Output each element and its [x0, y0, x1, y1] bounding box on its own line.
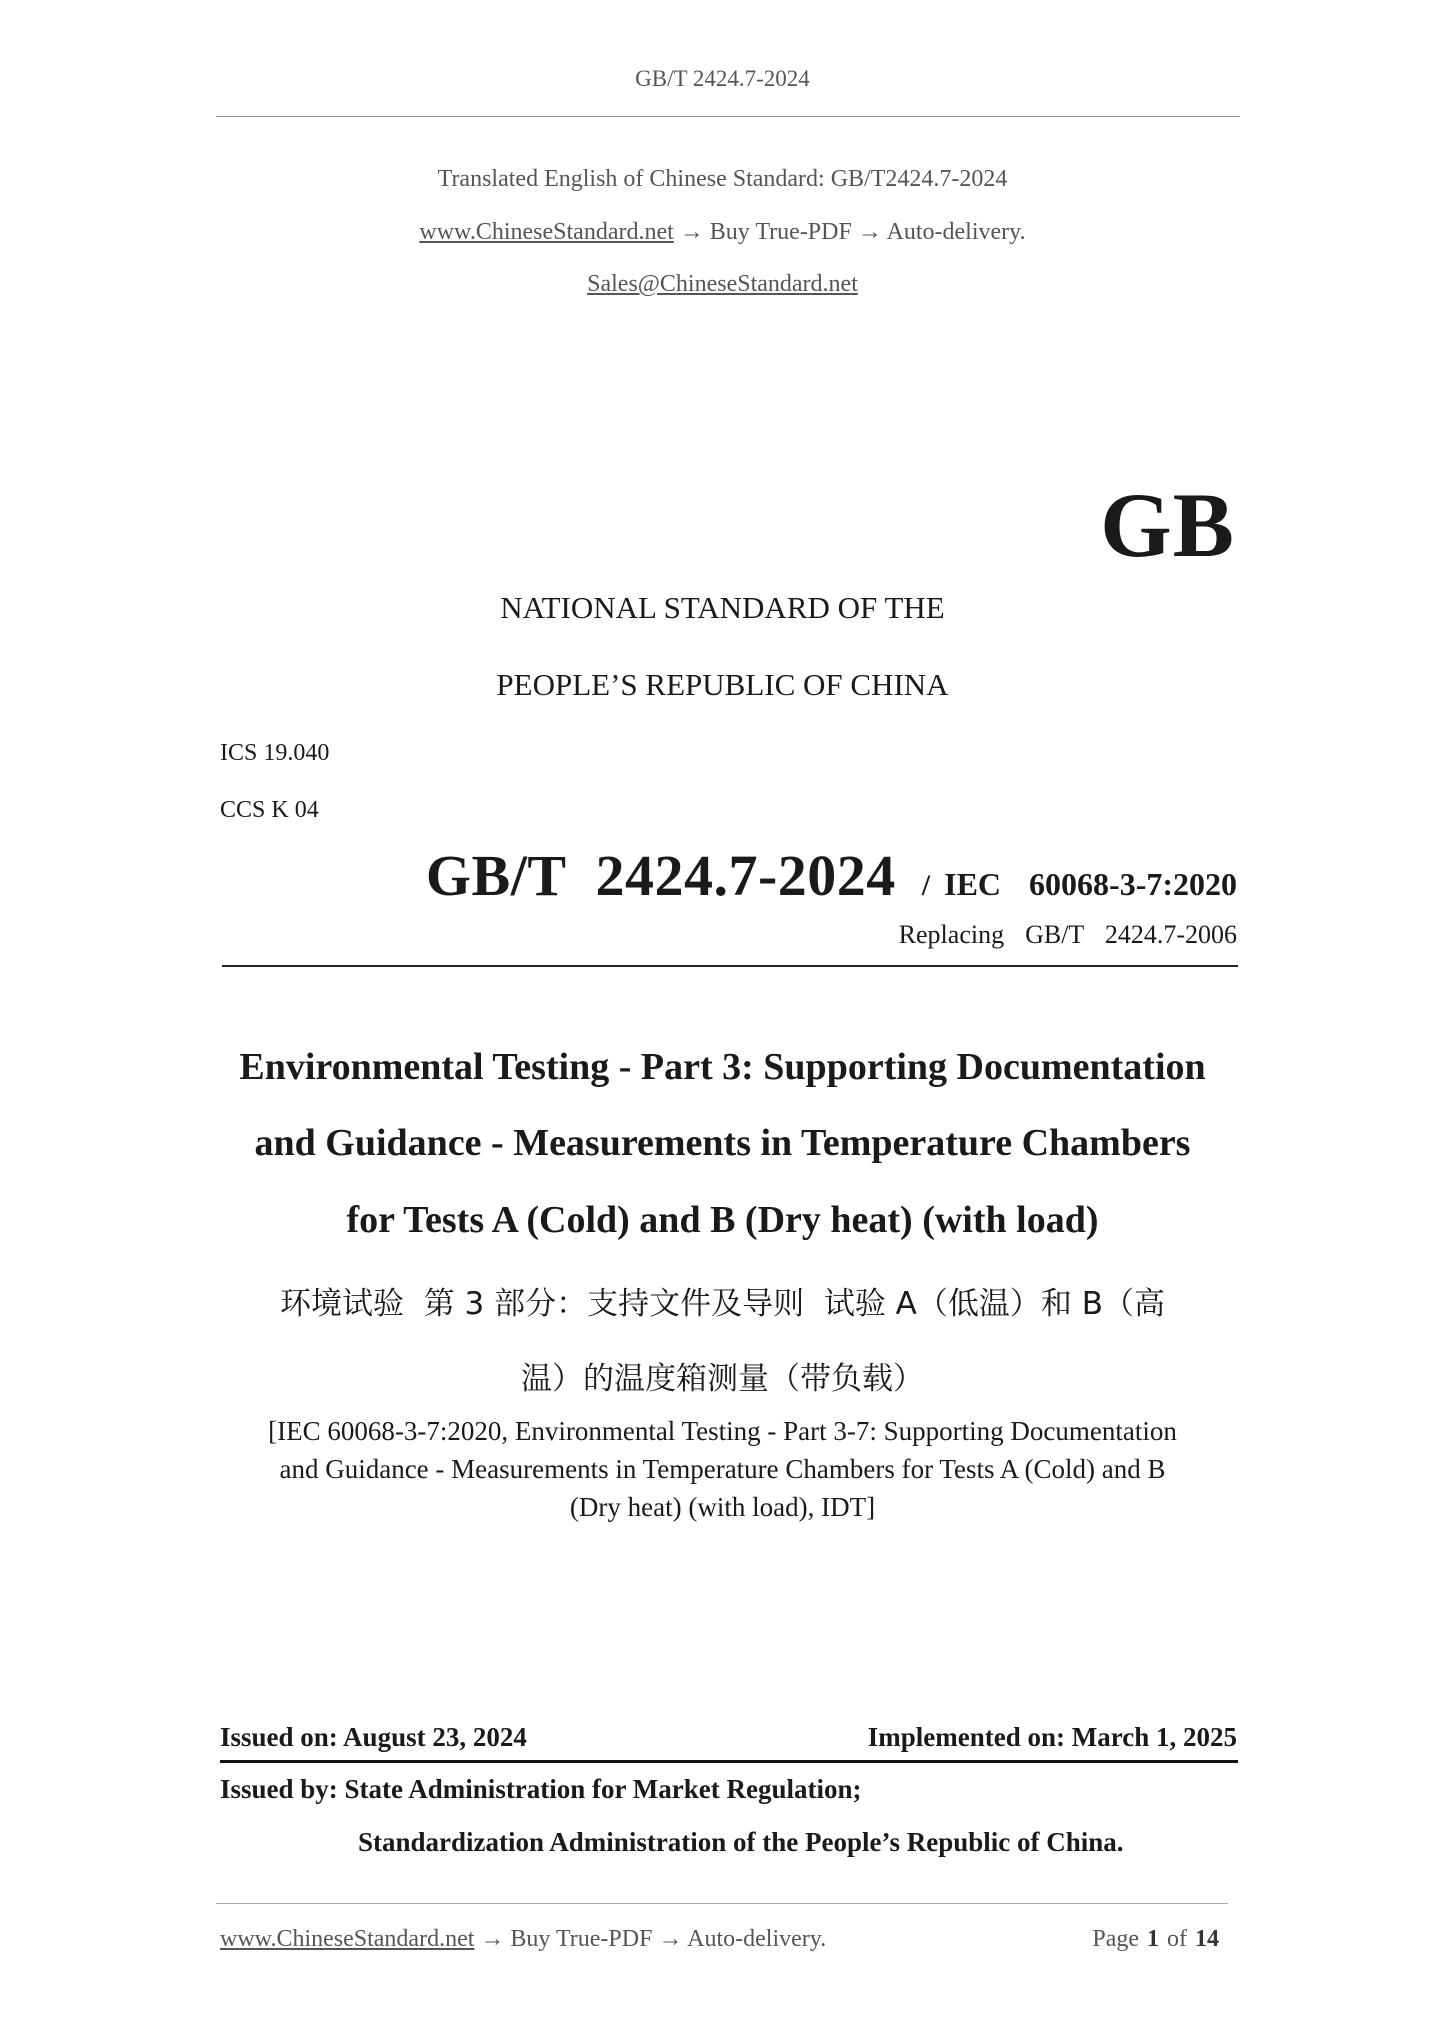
- standard-number-line: [426, 842, 1237, 909]
- iec-equivalent: IEC 60068-3-7:2020: [944, 866, 1237, 902]
- delivery-text: Auto-delivery.: [886, 219, 1026, 245]
- replacing-standard: Replacing GB/T 2424.7-2006: [898, 920, 1237, 949]
- title-zh-line-2: 温）的温度箱测量（带负载）: [521, 1361, 924, 1397]
- sales-email-link[interactable]: Sales@ChineseStandard.net: [587, 271, 858, 297]
- translation-notice: Translated English of Chinese Standard: GB/T2424.7-2024: [437, 166, 1008, 192]
- standard-slash: /: [921, 869, 931, 902]
- arrow-icon: →: [679, 219, 704, 245]
- iec-reference-line-2: and Guidance - Measurements in Temperature Chambers for Tests A (Cold) and B: [279, 1454, 1166, 1484]
- footer-buy-text: Buy True-PDF: [510, 1926, 653, 1952]
- implemented-on-date: Implemented on: March 1, 2025: [867, 1722, 1237, 1752]
- national-standard-line-2: PEOPLE’S REPUBLIC OF CHINA: [496, 667, 949, 702]
- ccs-code: CCS K 04: [220, 797, 319, 823]
- dates-divider: [220, 1760, 1238, 1763]
- page-current: 1: [1147, 1926, 1159, 1952]
- site-link[interactable]: www.ChineseStandard.net: [419, 219, 674, 245]
- header-divider: [216, 116, 1240, 117]
- page-label: Page: [1092, 1926, 1139, 1952]
- title-en-line-1: Environmental Testing - Part 3: Supporting Documentation: [239, 1046, 1206, 1088]
- footer-purchase-line: [220, 1926, 826, 1953]
- title-zh-line-1: 环境试验 第 3 部分：支持文件及导则 试验 A（低温）和 B（高: [279, 1286, 1166, 1322]
- gb-logo: GB: [1100, 474, 1235, 576]
- page-of: of: [1167, 1926, 1187, 1952]
- title-en-line-3: for Tests A (Cold) and B (Dry heat) (with load): [346, 1199, 1099, 1241]
- footer-site-link[interactable]: www.ChineseStandard.net: [220, 1926, 475, 1952]
- page-indicator: [1092, 1926, 1227, 1953]
- title-en-line-2: and Guidance - Measurements in Temperature Chambers: [254, 1122, 1191, 1164]
- title-divider: [222, 965, 1238, 967]
- footer-divider: [216, 1903, 1228, 1904]
- page-total: 14: [1195, 1926, 1219, 1952]
- footer-delivery-text: Auto-delivery.: [687, 1926, 827, 1952]
- issued-on-date: Issued on: August 23, 2024: [220, 1722, 527, 1752]
- issued-by: Issued by: State Administration for Market Regulation;: [220, 1774, 862, 1804]
- arrow-icon: →: [658, 1926, 683, 1952]
- arrow-icon: →: [480, 1926, 505, 1952]
- iec-reference-line-1: [IEC 60068-3-7:2020, Environmental Testing - Part 3-7: Supporting Documentation: [268, 1416, 1177, 1446]
- arrow-icon: →: [857, 219, 882, 245]
- iec-reference-line-3: (Dry heat) (with load), IDT]: [569, 1492, 876, 1522]
- email-line: [0, 271, 1445, 298]
- national-standard-line-1: NATIONAL STANDARD OF THE: [500, 590, 945, 625]
- issued-by-second: Standardization Administration of the People’s Republic of China.: [358, 1827, 1124, 1857]
- running-header: GB/T 2424.7-2024: [635, 66, 810, 91]
- ics-code: ICS 19.040: [220, 740, 330, 766]
- purchase-line: [0, 219, 1445, 246]
- standard-number: GB/T 2424.7-2024: [425, 843, 896, 908]
- buy-text: Buy True-PDF: [709, 219, 852, 245]
